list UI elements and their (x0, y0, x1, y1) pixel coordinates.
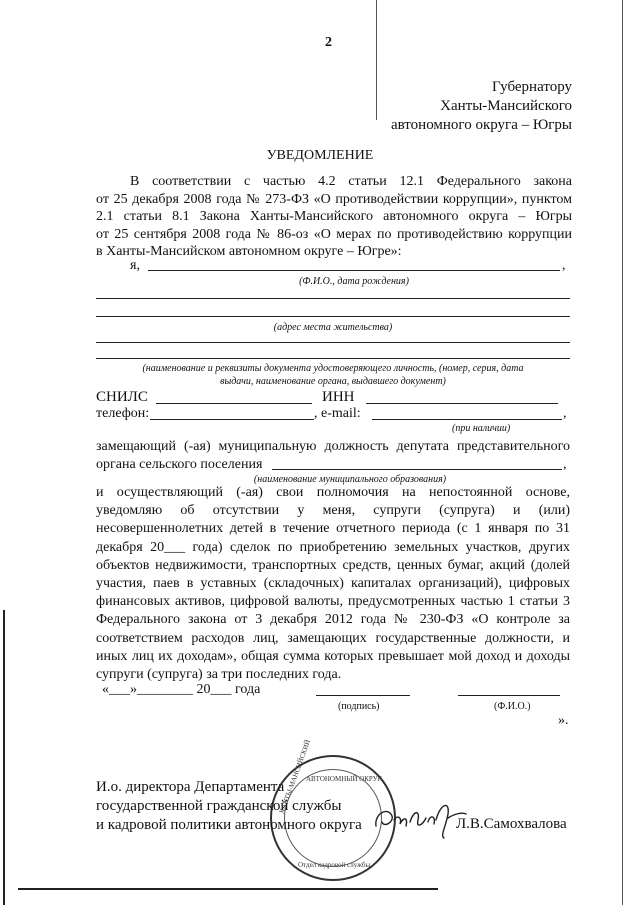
body-line: супруги (супруга) за три последних года. (96, 667, 342, 683)
snils-field (156, 403, 312, 404)
scan-fold-line (376, 0, 377, 120)
signature-field (316, 695, 410, 696)
scan-bottom-edge-mark (18, 888, 438, 890)
body-line: и осуществляющий (-ая) свои полномочия на непостоянной основе, (96, 485, 570, 500)
body-paragraph (96, 484, 570, 684)
signer-block (96, 778, 362, 835)
signature-caption: (подпись) (338, 701, 380, 712)
seal-text: ХАНТЫ-МАНСИЙСКИЙ (277, 738, 313, 816)
body-line: финансовых активов, цифровой валюты, предусмотренных частью 1 статьи 3 (96, 594, 570, 610)
blank-line (96, 298, 570, 299)
intro-line: от 25 сентября 2008 года № 86-оз «О мерах по противодействию коррупции (96, 226, 572, 242)
snils-label: СНИЛС (96, 389, 148, 405)
phone-label: телефон: (96, 406, 150, 421)
body-line: иных лиц их доходам», общая сумма которых превышает мой доход и доходы (96, 648, 570, 664)
ya-end: , (562, 258, 566, 273)
municipality-field (272, 469, 562, 470)
doc-caption-line: (наименование и реквизиты документа удостоверяющего личность, (номер, серия, дата (142, 363, 524, 374)
closing-quote: ». (558, 713, 569, 728)
scan-right-edge (622, 0, 623, 905)
address-caption: (адрес места жительства) (273, 322, 393, 333)
scan-left-edge-mark (3, 610, 5, 905)
body-line: несовершеннолетних детей в течение отчетного периода (с 1 января по 31 (96, 521, 570, 537)
body-line: декабря 20___ года) сделок по приобретению земельных участков, других (96, 539, 570, 555)
doc-caption-line: выдачи, наименование органа, выдавшего документ) (220, 376, 446, 387)
phone-field (150, 419, 314, 420)
body-line: уведомляю об отсутствии у меня, супруги (супруга) и (или) (96, 503, 570, 519)
fio-caption: (Ф.И.О., дата рождения) (299, 276, 409, 287)
intro-line: в Ханты-Мансийском автономном округе – Югре»: (96, 244, 402, 259)
position-line: замещающий (-ая) муниципальную должность депутата представительного (96, 439, 570, 454)
inn-label: ИНН (322, 389, 355, 405)
fio-line (148, 270, 560, 271)
body-line: соответствием расходов лиц, замещающих государственные должности, и (96, 630, 570, 646)
handwritten-signature (370, 796, 470, 842)
date-line: «___»________ 20___ года (102, 682, 261, 697)
email-end: , (563, 406, 567, 421)
addressee-line: Губернатору (492, 79, 572, 95)
addressee-block (391, 78, 572, 135)
municipality-caption: (наименование муниципального образования) (253, 474, 447, 485)
intro-paragraph (96, 173, 572, 261)
seal-text: АВТОНОМНЫЙ ОКРУГ (306, 775, 382, 783)
blank-line (96, 342, 570, 343)
signer-line: И.о. директора Департамента (96, 779, 285, 795)
body-line: Федерального закона от 3 декабря 2012 года № 230-ФЗ «О контроле за (96, 612, 570, 628)
blank-line (96, 358, 570, 359)
signer-line: и кадровой политики автономного округа (96, 817, 362, 833)
page-number: 2 (325, 35, 332, 50)
inn-field (366, 403, 558, 404)
signer-line: государственной гражданской службы (96, 798, 342, 814)
body-line: участия, паев в уставных (складочных) капиталах организаций), цифровых (96, 576, 570, 592)
fio-signature-caption: (Ф.И.О.) (494, 701, 531, 712)
intro-line: от 25 декабря 2008 года № 273-ФЗ «О противодействии коррупции», пунктом (96, 191, 572, 207)
addressee-line: Ханты-Мансийского (440, 98, 572, 114)
addressee-line: автономного округа – Югры (390, 117, 572, 133)
fio-signature-field (458, 695, 560, 696)
body-line: объектов недвижимости, транспортных средств, ценных бумаг, акций (долей (96, 557, 570, 573)
blank-line (96, 316, 570, 317)
document-title: УВЕДОМЛЕНИЕ (266, 148, 374, 163)
signer-name: Л.В.Самохвалова (456, 816, 567, 832)
email-label: , e-mail: (314, 406, 361, 421)
doc-caption (96, 362, 570, 388)
position-line: органа сельского поселения (96, 457, 263, 472)
seal-text: Отдел кадровой службы (298, 861, 371, 869)
intro-line: В соответствии с частью 4.2 статьи 12.1 Федерального закона (130, 174, 572, 189)
intro-line: 2.1 статьи 8.1 Закона Ханты-Мансийского автономного округа – Югры (96, 209, 572, 224)
if-available-caption: (при наличии) (452, 423, 511, 434)
ya-label: я, (130, 258, 140, 273)
position-end: , (563, 457, 567, 472)
